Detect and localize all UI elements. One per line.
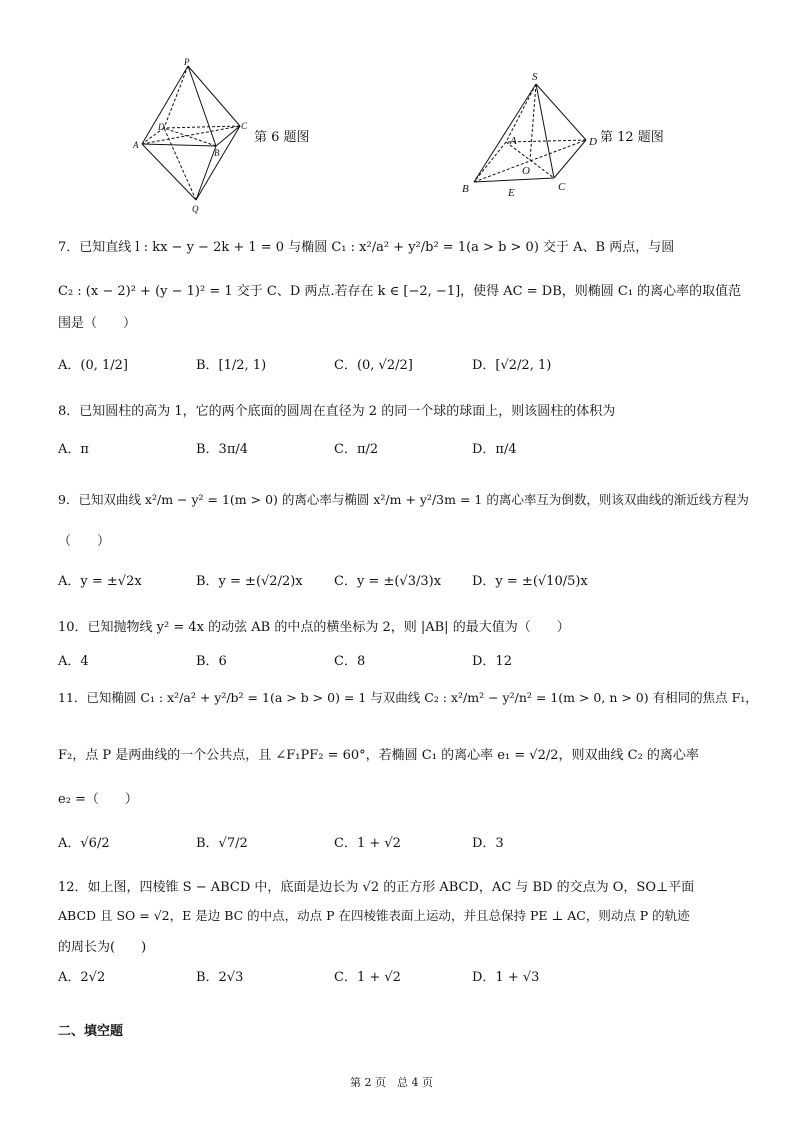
- edge-qc: [196, 126, 240, 200]
- q9-option-b: B．y = ±(√2/2)x: [196, 574, 303, 589]
- q7-option-a: A．(0, 1/2]: [58, 358, 128, 373]
- q10-option-c: C．8: [334, 654, 366, 669]
- q11-line-2: F₂，点 P 是两曲线的一个公共点，且 ∠F₁PF₂ = 60°，若椭圆 C₁ 的离心率 e₁ = √2/2，则双曲线 C₂ 的离心率: [58, 748, 699, 763]
- edge-sc: [536, 84, 554, 178]
- label-d: D: [589, 136, 597, 148]
- diag-bd: [474, 140, 586, 182]
- label-e: E: [508, 187, 515, 199]
- q9-option-c: C．y = ±(√3/3)x: [334, 574, 442, 589]
- label-q: Q: [192, 204, 199, 214]
- q7-option-b: B．[1/2, 1): [196, 358, 267, 373]
- q11-line-3: e₂ =（ ）: [58, 792, 138, 807]
- q11-option-a: A．√6/2: [58, 836, 110, 851]
- edge-pb: [188, 66, 216, 146]
- q10-option-d: D．12: [472, 654, 512, 669]
- edge-sa: [506, 84, 536, 142]
- segment-so: [530, 84, 536, 160]
- q10-option-b: B．6: [196, 654, 227, 669]
- q8-option-d: D．π/4: [472, 442, 517, 457]
- q9-line-2: （ ）: [58, 534, 111, 549]
- figure-6-octahedron: [130, 58, 260, 214]
- label-p: P: [184, 58, 190, 67]
- q12-line-3: 的周长为( ): [58, 940, 147, 955]
- diag-ac: [142, 126, 240, 144]
- section-title: 二、填空题: [58, 1024, 124, 1039]
- q12-option-a: A．2√2: [58, 970, 106, 985]
- page-footer: 第 2 页 总 4 页: [350, 1076, 433, 1089]
- q9-option-a: A．y = ±√2x: [58, 574, 142, 589]
- q7-line-3: 围是（ ）: [58, 316, 137, 331]
- q8-option-c: C．π/2: [334, 442, 379, 457]
- q12-option-b: B．2√3: [196, 970, 244, 985]
- q7-line-1: 7．已知直线 l : kx − y − 2k + 1 = 0 与椭圆 C₁ : x²/a² + y²/b² = 1(a > b > 0) 交于 A、B 两点，与圆: [58, 240, 675, 255]
- figure-6-caption: 第 6 题图: [254, 130, 310, 145]
- q12-line-1: 12．如上图，四棱锥 S − ABCD 中，底面是边长为 √2 的正方形 ABCD，AC 与 BD 的交点为 O，SO⊥平面: [58, 880, 695, 895]
- figure-12-pyramid: [458, 68, 608, 200]
- edge-pa: [142, 66, 188, 144]
- q9-line-1: 9．已知双曲线 x²/m − y² = 1(m > 0) 的离心率与椭圆 x²/m + y²/3m = 1 的离心率互为倒数，则该双曲线的渐近线方程为: [58, 492, 749, 507]
- label-b: B: [214, 148, 220, 158]
- label-c: C: [241, 121, 248, 131]
- label-a: A: [510, 135, 517, 147]
- q7-option-c: C．(0, √2/2]: [334, 358, 413, 373]
- q10-line-1: 10．已知抛物线 y² = 4x 的动弦 AB 的中点的横坐标为 2，则 |AB| 的最大值为（ ）: [58, 620, 570, 635]
- q9-option-d: D．y = ±(√10/5)x: [472, 574, 588, 589]
- label-o: O: [522, 165, 530, 177]
- label-a: A: [133, 140, 139, 150]
- edge-bc: [474, 178, 554, 182]
- edge-da: [506, 140, 586, 142]
- q11-line-1: 11．已知椭圆 C₁ : x²/a² + y²/b² = 1(a > b > 0) = 1 与双曲线 C₂ : x²/m² − y²/n² = 1(m > 0, n > 0) 有相同的焦点 F₁，: [58, 690, 758, 705]
- label-d: D: [158, 122, 165, 132]
- edge-qa: [142, 144, 196, 200]
- edge-pc: [188, 66, 240, 126]
- q8-option-a: A．π: [58, 442, 89, 457]
- figure-12-caption: 第 12 题图: [600, 130, 664, 145]
- edge-ab: [142, 144, 216, 146]
- edge-cd: [164, 126, 240, 128]
- q7-line-2: C₂ : (x − 2)² + (y − 1)² = 1 交于 C、D 两点.若存在 k ∈ [−2, −1]，使得 AC = DB，则椭圆 C₁ 的离心率的取值范: [58, 284, 742, 299]
- q10-option-a: A．4: [58, 654, 89, 669]
- q11-option-c: C．1 + √2: [334, 836, 401, 851]
- diag-bd: [164, 128, 216, 146]
- q12-line-2: ABCD 且 SO = √2，E 是边 BC 的中点，动点 P 在四棱锥表面上运动，并且总保持 PE ⊥ AC，则动点 P 的轨迹: [58, 908, 690, 923]
- q8-line-1: 8．已知圆柱的高为 1，它的两个底面的圆周在直径为 2 的同一个球的球面上，则该圆柱的体积为: [58, 404, 616, 419]
- q12-option-d: D．1 + √3: [472, 970, 540, 985]
- label-s: S: [532, 71, 538, 83]
- label-b: B: [462, 183, 469, 195]
- q8-option-b: B．3π/4: [196, 442, 249, 457]
- edge-pd: [164, 66, 188, 128]
- edge-qb: [196, 146, 216, 200]
- edge-sd: [536, 84, 586, 140]
- q12-option-c: C．1 + √2: [334, 970, 401, 985]
- label-c: C: [558, 181, 566, 193]
- q11-option-d: D．3: [472, 836, 504, 851]
- edge-bc: [216, 126, 240, 146]
- q7-option-d: D．[√2/2, 1): [472, 358, 552, 373]
- q11-option-b: B．√7/2: [196, 836, 248, 851]
